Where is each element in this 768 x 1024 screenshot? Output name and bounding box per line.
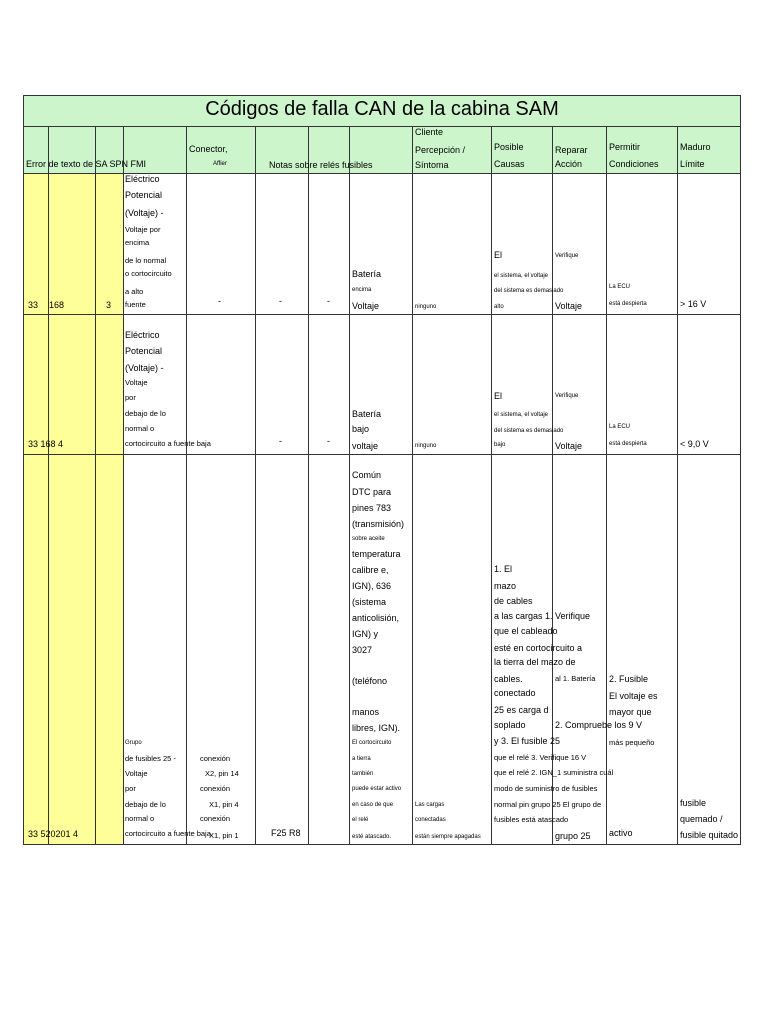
row2-desc-line: Voltaje (125, 378, 148, 387)
row1-notas: - (279, 296, 282, 306)
row3-causa-line: de cables (494, 596, 533, 606)
row1-desc-line: fuente (125, 300, 146, 309)
grid-line (308, 126, 309, 845)
row3-code: 33 520201 4 (28, 829, 79, 839)
row3-notas-line: (sistema (352, 597, 387, 607)
row3-notas-line: libres, IGN). (352, 723, 401, 733)
row3-desc-line: cortocircuito a fuente baja (125, 829, 211, 838)
row1-battery-line: Batería (352, 269, 382, 279)
row1-desc-line: Eléctrico (125, 174, 160, 184)
row3-causa-line: que el relé 2. IGN_1 suministra cuál (494, 768, 614, 777)
row1-spn: 168 (49, 300, 65, 310)
row2-desc-line: cortocircuito a fuente baja (125, 439, 211, 448)
grid-line (48, 126, 49, 845)
row3-notas-line: (teléfono (352, 676, 388, 686)
row1-battery-line: Voltaje (352, 301, 380, 311)
row2-desc-line: (Voltaje) - (125, 363, 164, 373)
row1-desc-line: a alto (125, 287, 144, 296)
header-maduro-1: Maduro (680, 142, 711, 152)
fault-code-table (23, 95, 741, 845)
row1-fmi: 3 (106, 300, 112, 310)
row3-causa-line: cables. (494, 674, 523, 684)
row2-notas: - (279, 436, 282, 446)
row3-desc-line: Grupo (125, 740, 142, 746)
row3-permitir-line: 2. Fusible (609, 674, 649, 684)
header-cliente-3: Síntoma (415, 160, 449, 170)
row3-permitir-line: El voltaje es (609, 691, 658, 701)
row3-causa-line: soplado (494, 720, 526, 730)
header-cliente-2: Percepción / (415, 145, 466, 155)
row3-reparar-line: grupo 25 (555, 831, 591, 841)
row1-limite: > 16 V (680, 299, 707, 309)
grid-line (23, 454, 741, 455)
row1-permitir-line: La ECU (609, 284, 631, 290)
grid-line (123, 126, 124, 845)
page-title: Códigos de falla CAN de la cabina SAM (205, 98, 559, 120)
row2-causa-line: El (494, 391, 503, 401)
header-maduro-2: Límite (680, 159, 705, 169)
row1-causa-line: El (494, 250, 503, 260)
row3-notas-line: El cortocircuito (352, 740, 392, 746)
row3-notas-line: esté atascado. (352, 834, 392, 840)
row3-cliente-line: están siempre apagadas (415, 834, 481, 840)
row3-permitir-line: más pequeño (609, 738, 655, 747)
grid-line (23, 314, 741, 315)
row3-permitir-line: mayor que (609, 707, 652, 717)
row1-reparar-line: Voltaje (555, 301, 583, 311)
row3-conector-line: conexión (200, 814, 231, 823)
row1-desc-line: Potencial (125, 190, 163, 200)
header-permitir-2: Condiciones (609, 159, 659, 169)
row3-conector-line: conexión (200, 754, 231, 763)
row1-desc-line: (Voltaje) - (125, 208, 164, 218)
row3-notas-line: 3027 (352, 645, 373, 655)
grid-line (740, 126, 741, 845)
row3-cliente-line: conectadas (415, 817, 446, 823)
row1-desc-line: encima (125, 238, 150, 247)
row2-desc-line: Eléctrico (125, 330, 160, 340)
row3-notas-line: en caso de que (352, 802, 394, 808)
row3-desc-line: Voltaje (125, 769, 148, 778)
row3-notas-line: calibre e, (352, 565, 389, 575)
row3-permitir-line: activo (609, 828, 633, 838)
sa-column-fill (23, 173, 48, 845)
grid-line (412, 126, 413, 845)
row3-desc-line: de fusibles 25 - (125, 754, 176, 763)
row3-cliente-line: Las cargas (415, 802, 445, 808)
row3-conector-line: X2, pin 14 (205, 769, 239, 778)
row1-desc-line: o cortocircuito (125, 269, 172, 278)
row1-causa-line: el sistema, el voltaje (494, 273, 549, 279)
grid-line (23, 844, 741, 845)
row3-fuse-relay: F25 R8 (271, 828, 301, 838)
row3-desc-line: debajo de lo (125, 800, 166, 809)
grid-line (23, 126, 741, 127)
row3-notas-line: puede estar activo (352, 786, 402, 792)
grid-line (186, 126, 187, 845)
row3-limite-line: fusible (680, 798, 707, 808)
row2-reparar-line: Voltaje (555, 441, 583, 451)
header-posible-1: Posible (494, 142, 524, 152)
grid-line (349, 126, 350, 845)
row3-limite-line: fusible quitado (680, 830, 739, 840)
row3-causa-line: 25 es carga d (494, 705, 549, 715)
row3-conector-line: X1, pin 1 (209, 831, 239, 840)
grid-line (677, 126, 678, 845)
title-bar (23, 95, 741, 128)
row1-causa-line: del sistema es demasiado (494, 288, 564, 294)
row2-permitir-line: La ECU (609, 424, 631, 430)
row3-notas-line: IGN), 636 (352, 581, 392, 591)
row2-causa-line: bajo (494, 442, 506, 448)
row2-battery-line: voltaje (352, 441, 379, 451)
row1-battery-line: encima (352, 287, 372, 293)
row2-desc-line: debajo de lo (125, 409, 166, 418)
row3-desc-line: por (125, 784, 136, 793)
grid-line (606, 126, 607, 845)
row1-conector: - (218, 296, 221, 306)
row2-desc-line: normal o (125, 424, 155, 433)
header-sa-spn-fmi: Error de texto de SA SPN FMI (26, 159, 147, 169)
row3-notas-line: Común (352, 470, 382, 480)
row3-conector-line: conexión (200, 784, 231, 793)
row3-desc-line: normal o (125, 814, 155, 823)
header-cliente-1: Cliente (415, 127, 444, 137)
row3-notas-line: a tierra (352, 756, 371, 762)
row3-causa-line: y 3. El fusible 25 (494, 736, 561, 746)
row3-causa-line: modo de suministro de fusibles (494, 784, 598, 793)
row2-code: 33 168 4 (28, 439, 64, 449)
row3-reparar-line: 2. Compruebe los 9 V (555, 720, 643, 730)
row3-notas-line: manos (352, 707, 380, 717)
row2-causa-line: el sistema, el voltaje (494, 412, 549, 418)
row3-causa-line: 1. El (494, 564, 513, 574)
row3-causa-line: que el cableado (494, 626, 558, 636)
row2-cliente: ninguno (415, 443, 437, 449)
row3-notas-line: temperatura (352, 549, 401, 559)
row2-battery-line: bajo (352, 424, 370, 434)
row2-desc-line: por (125, 393, 136, 402)
grid-line (23, 126, 24, 845)
row2-permitir-line: está despierta (609, 441, 647, 447)
row1-cliente: ninguno (415, 304, 437, 310)
fmi-column-fill (96, 173, 123, 845)
row3-notas-line: IGN) y (352, 629, 378, 639)
row1-reparar-line: Verifique (555, 253, 579, 259)
row3-causa-line: la tierra del mazo de (494, 657, 576, 667)
row2-causa-line: del sistema es demasiado (494, 428, 564, 434)
row3-causa-line: que el relé 3. Verifique 16 V (494, 753, 587, 762)
row3-conector-line: X1, pin 4 (209, 800, 239, 809)
grid-line (255, 126, 256, 845)
row3-notas-line: DTC para (352, 487, 392, 497)
row3-causa-line: a las cargas 1. Verifique (494, 611, 591, 621)
row3-notas-line: pines 783 (352, 503, 392, 513)
row1-desc-line: de lo normal (125, 256, 167, 265)
header-affier: Affier (213, 161, 227, 167)
row3-reparar-line: al 1. Batería (555, 674, 596, 683)
header-posible-2: Causas (494, 159, 525, 169)
row3-notas-line: también (352, 771, 374, 777)
row3-causa-line: fusibles está atascado (494, 815, 569, 824)
row3-causa-line: esté en cortocircuito a (494, 643, 583, 653)
row3-causa-line: conectado (494, 688, 536, 698)
header-notas: Notas sobre relés fusibles (269, 160, 373, 170)
row2-limite: < 9,0 V (680, 439, 709, 449)
row2-battery-line: Batería (352, 409, 382, 419)
row2-desc-line: Potencial (125, 346, 163, 356)
row1-desc-line: Voltaje por (125, 225, 161, 234)
row2-reparar-line: Verifique (555, 393, 579, 399)
header-permitir-1: Permitir (609, 142, 640, 152)
header-reparar-1: Reparar (555, 145, 588, 155)
row1-permitir-line: está despierta (609, 301, 647, 307)
row3-causa-line: mazo (494, 581, 517, 591)
row1-causa-line: alto (494, 304, 504, 310)
row3-notas-line: el relé (352, 817, 369, 823)
row1-sa: 33 (28, 300, 39, 310)
row3-limite-line: quemado / (680, 814, 723, 824)
row1-fusibles: - (327, 296, 330, 306)
row3-causa-line: normal pin grupo 25 El grupo de (494, 800, 602, 809)
header-reparar-2: Acción (555, 159, 583, 169)
grid-line (491, 126, 492, 845)
row3-notas-line: anticolisión, (352, 613, 400, 623)
spn-column-fill (49, 173, 95, 845)
header-conector: Conector, (189, 144, 228, 154)
grid-line (95, 126, 96, 845)
row3-notas-line: (transmisión) (352, 519, 405, 529)
row2-fusibles: - (327, 436, 330, 446)
row3-notas-line: sobre aceite (352, 536, 385, 542)
